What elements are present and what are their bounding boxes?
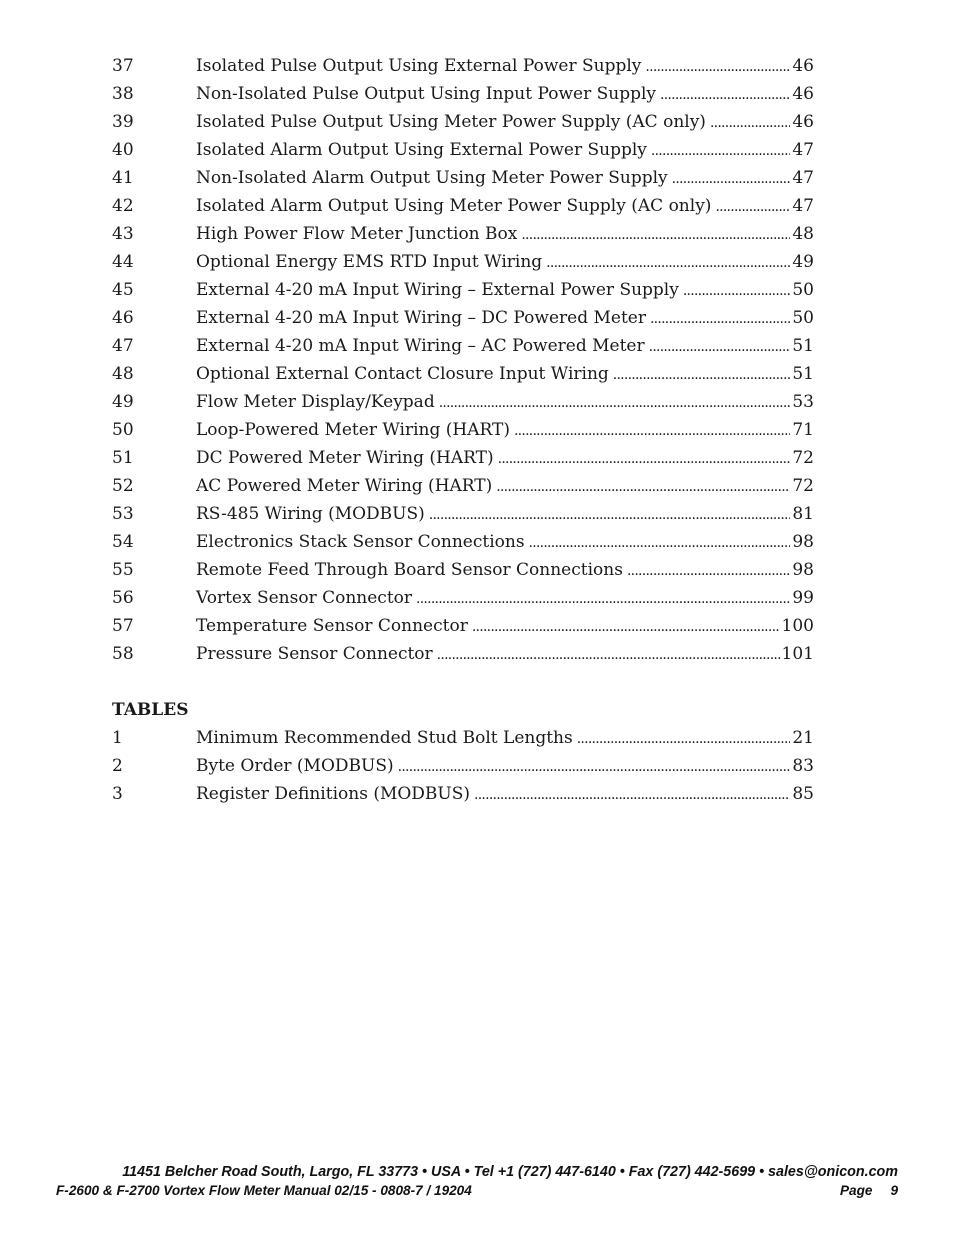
entry-title: Remote Feed Through Board Sensor Connections bbox=[196, 560, 623, 580]
entry-number: 55 bbox=[112, 560, 134, 580]
dot-leader bbox=[710, 108, 790, 137]
entry-page-number: 46 bbox=[792, 56, 814, 76]
entry-title: High Power Flow Meter Junction Box bbox=[196, 224, 518, 244]
entry-page-number: 71 bbox=[792, 420, 814, 440]
entry-page-number: 21 bbox=[792, 728, 814, 748]
dot-leader bbox=[416, 584, 790, 613]
entry-number: 38 bbox=[112, 84, 134, 104]
entry-title: AC Powered Meter Wiring (HART) bbox=[196, 476, 493, 496]
entry-number: 51 bbox=[112, 448, 134, 468]
figure-entry bbox=[112, 220, 814, 248]
entry-number: 3 bbox=[112, 784, 123, 804]
entry-title: Isolated Alarm Output Using Meter Power Supply (AC only) bbox=[196, 196, 712, 216]
dot-leader bbox=[496, 472, 790, 501]
dot-leader bbox=[521, 220, 790, 249]
entry-title: RS-485 Wiring (MODBUS) bbox=[196, 504, 425, 524]
dot-leader bbox=[472, 612, 780, 641]
figure-entry bbox=[112, 360, 814, 388]
entry-number: 54 bbox=[112, 532, 134, 552]
dot-leader bbox=[627, 556, 790, 585]
dot-leader bbox=[498, 444, 791, 473]
figure-entry bbox=[112, 612, 814, 640]
entry-title: Register Definitions (MODBUS) bbox=[196, 784, 471, 804]
entry-title: Loop-Powered Meter Wiring (HART) bbox=[196, 420, 510, 440]
entry-number: 53 bbox=[112, 504, 134, 524]
figure-entry bbox=[112, 136, 814, 164]
figures-list bbox=[112, 52, 814, 668]
entry-number: 52 bbox=[112, 476, 134, 496]
entry-number: 45 bbox=[112, 280, 134, 300]
entry-number: 40 bbox=[112, 140, 134, 160]
entry-page-number: 98 bbox=[792, 560, 814, 580]
entry-title: Isolated Pulse Output Using Meter Power Supply (AC only) bbox=[196, 112, 706, 132]
dot-leader bbox=[577, 724, 791, 753]
entry-page-number: 47 bbox=[792, 196, 814, 216]
entry-page-number: 51 bbox=[792, 364, 814, 384]
figure-entry bbox=[112, 472, 814, 500]
dot-leader bbox=[514, 416, 790, 445]
entry-page-number: 72 bbox=[792, 448, 814, 468]
entry-number: 50 bbox=[112, 420, 134, 440]
figure-entry bbox=[112, 444, 814, 472]
figure-entry bbox=[112, 108, 814, 136]
dot-leader bbox=[546, 248, 790, 277]
entry-page-number: 85 bbox=[792, 784, 814, 804]
footer-address: 11451 Belcher Road South, Largo, FL 33773 • USA • Tel +1 (727) 447-6140 • Fax (727) 442-5699 • sales@onicon.com bbox=[122, 1164, 898, 1180]
entry-number: 57 bbox=[112, 616, 134, 636]
dot-leader bbox=[398, 752, 791, 781]
entry-title: External 4-20 mA Input Wiring – DC Powered Meter bbox=[196, 308, 646, 328]
entry-title: Pressure Sensor Connector bbox=[196, 644, 433, 664]
figure-entry bbox=[112, 556, 814, 584]
figure-entry bbox=[112, 388, 814, 416]
footer-page-label: Page bbox=[839, 1183, 873, 1198]
entry-page-number: 99 bbox=[792, 588, 814, 608]
entry-page-number: 100 bbox=[781, 616, 814, 636]
figure-entry bbox=[112, 640, 814, 668]
figure-entry bbox=[112, 276, 814, 304]
entry-page-number: 46 bbox=[792, 112, 814, 132]
figure-entry bbox=[112, 416, 814, 444]
figure-entry bbox=[112, 164, 814, 192]
page-footer bbox=[56, 1162, 898, 1200]
dot-leader bbox=[650, 304, 790, 333]
entry-number: 44 bbox=[112, 252, 134, 272]
entry-title: Vortex Sensor Connector bbox=[196, 588, 413, 608]
dot-leader bbox=[613, 360, 791, 389]
entry-number: 39 bbox=[112, 112, 134, 132]
entry-page-number: 50 bbox=[792, 308, 814, 328]
entry-title: Flow Meter Display/Keypad bbox=[196, 392, 435, 412]
tables-heading: TABLES bbox=[112, 700, 189, 720]
figure-entry bbox=[112, 304, 814, 332]
entry-page-number: 47 bbox=[792, 140, 814, 160]
entry-number: 41 bbox=[112, 168, 134, 188]
entry-title: Non-Isolated Pulse Output Using Input Power Supply bbox=[196, 84, 657, 104]
dot-leader bbox=[529, 528, 791, 557]
table-entry bbox=[112, 752, 814, 780]
entry-title: Minimum Recommended Stud Bolt Lengths bbox=[196, 728, 573, 748]
figure-entry bbox=[112, 248, 814, 276]
entry-number: 37 bbox=[112, 56, 134, 76]
entry-page-number: 46 bbox=[792, 84, 814, 104]
table-entry bbox=[112, 780, 814, 808]
entry-page-number: 83 bbox=[792, 756, 814, 776]
table-of-contents bbox=[112, 52, 814, 808]
footer-page-number: 9 bbox=[890, 1183, 898, 1198]
entry-number: 56 bbox=[112, 588, 134, 608]
entry-page-number: 50 bbox=[792, 280, 814, 300]
entry-number: 1 bbox=[112, 728, 123, 748]
entry-number: 48 bbox=[112, 364, 134, 384]
dot-leader bbox=[429, 500, 791, 529]
entry-number: 49 bbox=[112, 392, 134, 412]
footer-manual-title: F-2600 & F-2700 Vortex Flow Meter Manual 02/15 - 0808-7 / 19204 bbox=[56, 1183, 472, 1198]
figure-entry bbox=[112, 80, 814, 108]
footer-meta bbox=[56, 1182, 898, 1200]
footer-page bbox=[840, 1182, 898, 1200]
entry-title: Optional Energy EMS RTD Input Wiring bbox=[196, 252, 543, 272]
entry-title: Isolated Alarm Output Using External Power Supply bbox=[196, 140, 647, 160]
entry-title: Byte Order (MODBUS) bbox=[196, 756, 394, 776]
entry-title: Isolated Pulse Output Using External Power Supply bbox=[196, 56, 642, 76]
entry-page-number: 81 bbox=[792, 504, 814, 524]
dot-leader bbox=[474, 780, 790, 809]
entry-title: DC Powered Meter Wiring (HART) bbox=[196, 448, 494, 468]
entry-number: 58 bbox=[112, 644, 134, 664]
entry-page-number: 49 bbox=[792, 252, 814, 272]
dot-leader bbox=[645, 52, 790, 81]
figure-entry bbox=[112, 528, 814, 556]
entry-number: 47 bbox=[112, 336, 134, 356]
figure-entry bbox=[112, 192, 814, 220]
entry-number: 42 bbox=[112, 196, 134, 216]
entry-title: External 4-20 mA Input Wiring – AC Powered Meter bbox=[196, 336, 645, 356]
dot-leader bbox=[715, 192, 790, 221]
entry-page-number: 101 bbox=[781, 644, 814, 664]
figure-entry bbox=[112, 584, 814, 612]
entry-page-number: 47 bbox=[792, 168, 814, 188]
entry-page-number: 72 bbox=[792, 476, 814, 496]
dot-leader bbox=[439, 388, 791, 417]
dot-leader bbox=[437, 640, 780, 669]
entry-title: Electronics Stack Sensor Connections bbox=[196, 532, 525, 552]
tables-list bbox=[112, 724, 814, 808]
entry-title: Temperature Sensor Connector bbox=[196, 616, 468, 636]
entry-number: 2 bbox=[112, 756, 123, 776]
entry-page-number: 53 bbox=[792, 392, 814, 412]
figure-entry bbox=[112, 52, 814, 80]
entry-number: 43 bbox=[112, 224, 134, 244]
entry-title: Non-Isolated Alarm Output Using Meter Power Supply bbox=[196, 168, 668, 188]
entry-page-number: 48 bbox=[792, 224, 814, 244]
entry-page-number: 51 bbox=[792, 336, 814, 356]
entry-number: 46 bbox=[112, 308, 134, 328]
entry-page-number: 98 bbox=[792, 532, 814, 552]
figure-entry bbox=[112, 500, 814, 528]
dot-leader bbox=[672, 164, 791, 193]
dot-leader bbox=[651, 136, 790, 165]
dot-leader bbox=[660, 80, 790, 109]
entry-title: External 4-20 mA Input Wiring – External Power Supply bbox=[196, 280, 679, 300]
figure-entry bbox=[112, 332, 814, 360]
table-entry bbox=[112, 724, 814, 752]
dot-leader bbox=[649, 332, 791, 361]
entry-title: Optional External Contact Closure Input Wiring bbox=[196, 364, 609, 384]
dot-leader bbox=[683, 276, 791, 305]
